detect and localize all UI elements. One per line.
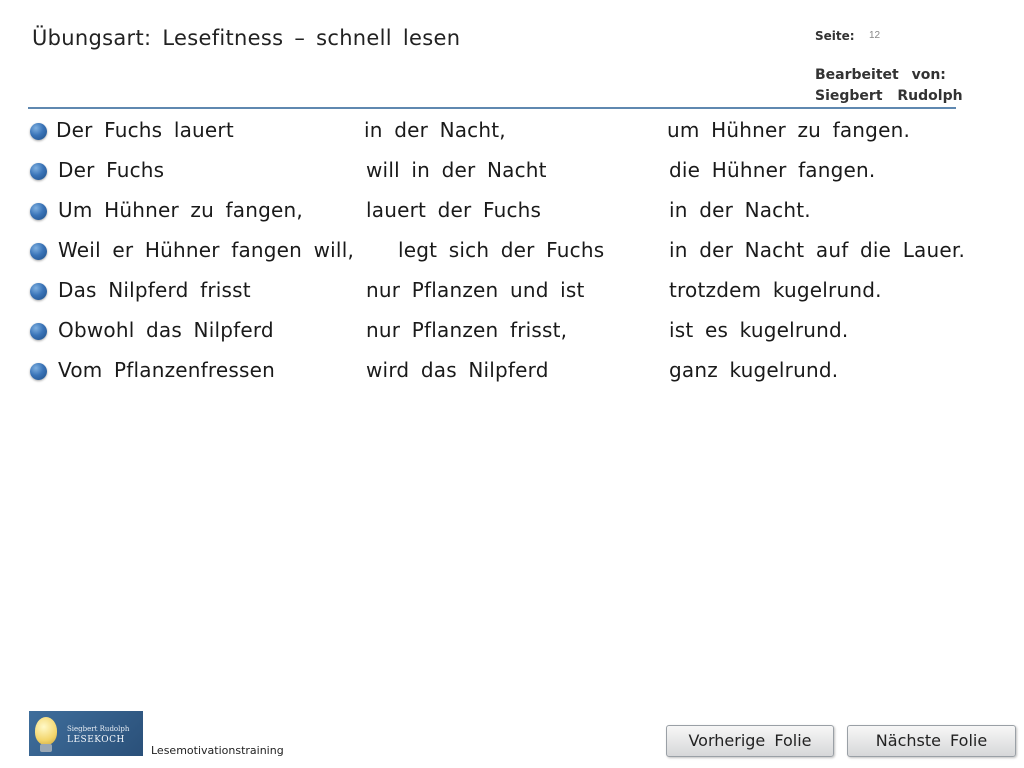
row-part-2: nur Pflanzen frisst,	[366, 318, 568, 342]
row-part-1: Der Fuchs	[58, 158, 165, 182]
row-part-1: Vom Pflanzenfressen	[58, 358, 276, 382]
footer-caption: Lesemotivationstraining	[151, 744, 284, 757]
bullet-icon	[30, 323, 47, 340]
sentence-row	[0, 238, 1024, 268]
row-part-2: nur Pflanzen und ist	[366, 278, 585, 302]
row-part-1: Das Nilpferd frisst	[58, 278, 251, 302]
lightbulb-icon	[35, 717, 57, 745]
row-part-3: die Hühner fangen.	[669, 158, 876, 182]
page-number: 12	[869, 30, 881, 41]
header-divider	[28, 107, 956, 109]
sentence-row	[0, 358, 1024, 388]
lightbulb-base-icon	[40, 744, 52, 752]
row-part-2: will in der Nacht	[366, 158, 547, 182]
bullet-icon	[30, 243, 47, 260]
page-label: Seite:	[815, 29, 855, 43]
row-part-1: Um Hühner zu fangen,	[58, 198, 303, 222]
bullet-icon	[30, 363, 47, 380]
bullet-icon	[30, 163, 47, 180]
row-part-1: Weil er Hühner fangen will,	[58, 238, 355, 262]
sentence-row	[0, 278, 1024, 308]
sentence-row	[0, 318, 1024, 348]
bullet-icon	[30, 283, 47, 300]
bullet-icon	[30, 123, 47, 140]
sentence-row	[0, 198, 1024, 228]
sentence-row	[0, 158, 1024, 188]
slide-title: Übungsart: Lesefitness – schnell lesen	[32, 26, 461, 50]
sentence-row	[0, 118, 1024, 148]
next-slide-button[interactable]: Nächste Folie	[847, 725, 1016, 757]
row-part-2: legt sich der Fuchs	[398, 238, 605, 262]
row-part-1: Der Fuchs lauert	[56, 118, 234, 142]
row-part-3: ganz kugelrund.	[669, 358, 839, 382]
bullet-icon	[30, 203, 47, 220]
row-part-3: ist es kugelrund.	[669, 318, 849, 342]
row-part-3: in der Nacht auf die Lauer.	[669, 238, 966, 262]
logo-brand: LESEKOCH	[67, 735, 125, 745]
row-part-3: um Hühner zu fangen.	[667, 118, 911, 142]
row-part-3: trotzdem kugelrund.	[669, 278, 882, 302]
lesekoch-logo	[29, 711, 143, 756]
previous-slide-button[interactable]: Vorherige Folie	[666, 725, 834, 757]
row-part-2: in der Nacht,	[364, 118, 506, 142]
edited-by-label: Bearbeitet von:	[815, 67, 946, 83]
row-part-2: wird das Nilpferd	[366, 358, 549, 382]
row-part-3: in der Nacht.	[669, 198, 811, 222]
row-part-1: Obwohl das Nilpferd	[58, 318, 274, 342]
logo-author: Siegbert Rudolph	[67, 725, 130, 733]
row-part-2: lauert der Fuchs	[366, 198, 542, 222]
author-name: Siegbert Rudolph	[815, 88, 963, 104]
